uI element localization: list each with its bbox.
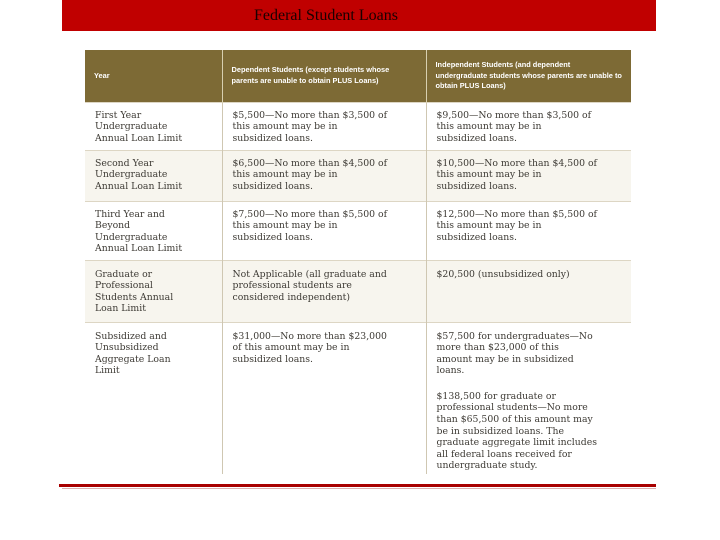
cell-year — [85, 201, 222, 260]
cell-text: Graduate or — [95, 268, 153, 280]
bottom-divider-thin — [62, 488, 656, 489]
cell-text: $31,000—No more than $23,000 — [232, 330, 387, 342]
cell-dependent — [222, 322, 426, 474]
cell-text: this amount may be in — [232, 121, 338, 133]
cell-year — [85, 150, 222, 201]
cell-independent — [426, 260, 631, 322]
cell-text: subsidized loans. — [436, 231, 518, 243]
cell-independent — [426, 150, 631, 201]
cell-text: this amount may be in — [436, 169, 542, 181]
table-row — [85, 322, 631, 474]
cell-text: subsidized loans. — [436, 180, 518, 192]
cell-text: of this amount may be in — [232, 342, 350, 354]
cell-text: this amount may be in — [436, 121, 542, 133]
graduate-aggregate-paragraph — [437, 391, 624, 472]
cell-text: $57,500 for undergraduates—No — [436, 330, 593, 342]
cell-text: $138,500 for graduate or — [436, 390, 556, 402]
cell-text: be in subsidized loans. The — [436, 425, 564, 437]
cell-text: subsidized loans. — [232, 231, 314, 243]
table-row — [85, 260, 631, 322]
cell-text: $5,500—No more than $3,500 of — [232, 109, 388, 121]
cell-text: Undergraduate — [95, 121, 168, 133]
cell-text: $10,500—No more than $4,500 of — [436, 157, 597, 169]
bottom-divider — [59, 484, 656, 487]
cell-text: loans. — [436, 365, 465, 377]
cell-text: professional students are — [232, 280, 352, 292]
table-row — [85, 102, 631, 150]
cell-text: $6,500—No more than $4,500 of — [232, 157, 388, 169]
cell-text: Undergraduate — [95, 169, 168, 181]
header-independent-students: Independent Students (and dependent undergraduate students whose parents are unable to obtain PLUS Loans) — [426, 50, 631, 102]
cell-text: Annual Loan Limit — [95, 180, 183, 192]
cell-text: subsidized loans. — [232, 180, 314, 192]
cell-text: this amount may be in — [436, 220, 542, 232]
cell-text: subsidized loans. — [232, 132, 314, 144]
cell-dependent — [222, 201, 426, 260]
undergraduate-aggregate-paragraph — [437, 331, 624, 377]
cell-text: Third Year and — [95, 208, 165, 220]
cell-dependent — [222, 150, 426, 201]
cell-text: all federal loans received for — [436, 448, 572, 460]
title-banner — [62, 0, 656, 31]
loan-limits-table — [85, 50, 631, 474]
cell-text: considered independent) — [232, 291, 351, 303]
table-header-row — [85, 50, 631, 102]
cell-year — [85, 260, 222, 322]
cell-text: Professional — [95, 280, 153, 292]
cell-dependent — [222, 102, 426, 150]
cell-dependent — [222, 260, 426, 322]
cell-text: Not Applicable (all graduate and — [232, 268, 387, 280]
cell-text: Annual Loan Limit — [95, 243, 183, 255]
cell-text: $9,500—No more than $3,500 of — [436, 109, 592, 121]
cell-text: professional students—No more — [436, 402, 588, 414]
cell-independent — [426, 201, 631, 260]
cell-independent — [426, 102, 631, 150]
cell-year — [85, 102, 222, 150]
cell-text: $7,500—No more than $5,500 of — [232, 208, 388, 220]
cell-text: graduate aggregate limit includes — [436, 437, 597, 449]
slide-title: Federal Student Loans — [254, 7, 398, 24]
cell-text: First Year — [95, 109, 142, 121]
cell-text: Unsubsidized — [95, 342, 159, 354]
cell-text: this amount may be in — [232, 220, 338, 232]
cell-text: amount may be in subsidized — [436, 353, 574, 365]
table-row — [85, 150, 631, 201]
cell-text: Loan Limit — [95, 303, 146, 315]
cell-text: Undergraduate — [95, 231, 168, 243]
cell-text: than $65,500 of this amount may — [436, 414, 593, 426]
cell-text: Students Annual — [95, 291, 174, 303]
cell-text: $12,500—No more than $5,500 of — [436, 208, 597, 220]
cell-text: Annual Loan Limit — [95, 132, 183, 144]
cell-text: Beyond — [95, 220, 131, 232]
cell-year — [85, 322, 222, 474]
cell-text: Aggregate Loan — [95, 353, 171, 365]
cell-text: this amount may be in — [232, 169, 338, 181]
header-year: Year — [85, 50, 222, 102]
cell-text: subsidized loans. — [232, 353, 314, 365]
cell-text: more than $23,000 of this — [436, 342, 559, 354]
cell-independent — [426, 322, 631, 474]
header-dependent-students: Dependent Students (except students whose parents are unable to obtain PLUS Loans) — [222, 50, 426, 102]
cell-text: Limit — [95, 365, 120, 377]
table-row — [85, 201, 631, 260]
cell-text: subsidized loans. — [436, 132, 518, 144]
cell-text: undergraduate study. — [436, 460, 538, 472]
cell-text: Subsidized and — [95, 330, 167, 342]
cell-text: $20,500 (unsubsidized only) — [436, 268, 570, 280]
cell-text: Second Year — [95, 157, 154, 169]
